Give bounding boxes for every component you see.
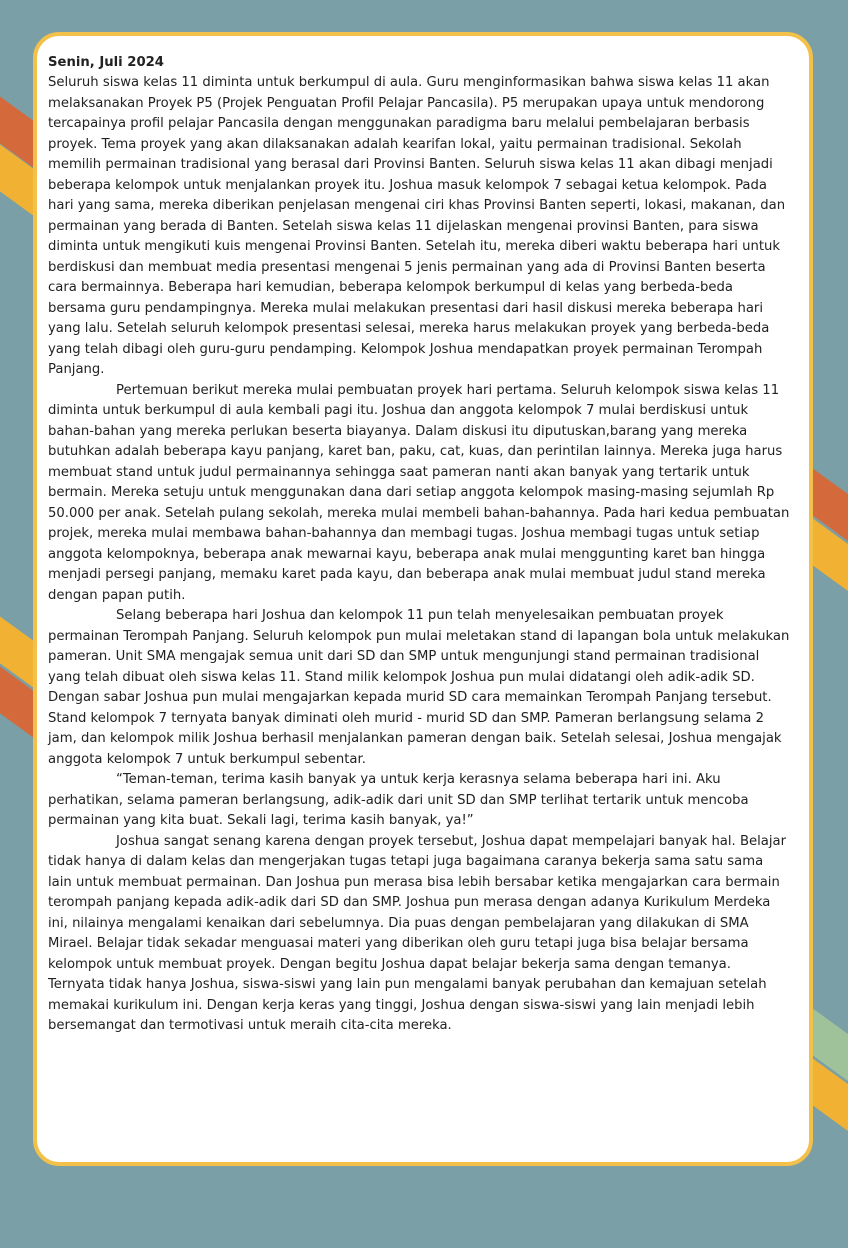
paragraph-3: Selang beberapa hari Joshua dan kelompok 11 pun telah menyelesaikan pembuatan proyek permainan Terompah Panjang. Seluruh kelompok pun mulai meletakan stand di lapangan bola untuk melakukan pameran. Unit SMA mengajak semua unit dari SD dan SMP untuk mengunjungi stand permainan tradisional yang telah dibuat oleh siswa kelas 11. Stand milik kelompok Joshua pun mulai didatangi oleh adik-adik SD. Dengan sabar Joshua pun mulai mengajarkan kepada murid SD cara memainkan Terompah Panjang tersebut. Stand kelompok 7 ternyata banyak diminati oleh murid - murid SD dan SMP. Pameran berlangsung selama 2 jam, dan kelompok milik Joshua berhasil menjalankan pameran dengan baik. Setelah selesai, Joshua mengajak anggota kelompok 7 untuk berkumpul sebentar. (48, 608, 790, 767)
document-page (33, 32, 813, 1166)
paragraph-1: Seluruh siswa kelas 11 diminta untuk berkumpul di aula. Guru menginformasikan bahwa siswa kelas 11 akan melaksanakan Proyek P5 (Projek Penguatan Profil Pelajar Pancasila). P5 merupakan upaya untuk mendorong tercapainya profil pelajar Pancasila dengan menggunakan paradigma baru melalui pembelajaran berbasis proyek. Tema proyek yang akan dilaksanakan adalah kearifan lokal, yaitu permainan tradisional. Sekolah memilih permainan tradisional yang berasal dari Provinsi Banten. Seluruh siswa kelas 11 akan dibagi menjadi beberapa kelompok untuk menjalankan proyek itu. Joshua masuk kelompok 7 sebagai ketua kelompok. Pada hari yang sama, mereka diberikan penjelasan mengenai ciri khas Provinsi Banten seperti, lokasi, makanan, dan permainan yang berada di Banten. Setelah siswa kelas 11 dijelaskan mengenai provinsi Banten, para siswa diminta untuk mengikuti kuis mengenai Provinsi Banten. Setelah itu, mereka diberi waktu beberapa hari untuk berdiskusi dan membuat media presentasi mengenai 5 jenis permainan yang ada di Provinsi Banten beserta cara bermainnya. Beberapa hari kemudian, beberapa kelompok berkumpul di kelas yang berbeda-beda bersama guru pendampingnya. Mereka mulai melakukan presentasi dari hasil diskusi mereka beberapa hari yang lalu. Setelah seluruh kelompok presentasi selesai, mereka harus melakukan proyek yang berbeda-beda yang telah dibagi oleh guru-guru pendamping. Kelompok Joshua mendapatkan proyek permainan Terompah Panjang. (48, 75, 786, 377)
paragraph-2: Pertemuan berikut mereka mulai pembuatan proyek hari pertama. Seluruh kelompok siswa kelas 11 diminta untuk berkumpul di aula kembali pagi itu. Joshua dan anggota kelompok 7 mulai berdiskusi untuk bahan-bahan yang mereka perlukan beserta biayanya. Dalam diskusi itu diputuskan,barang yang mereka butuhkan adalah beberapa kayu panjang, karet ban, paku, cat, kuas, dan perintilan lainnya. Mereka juga harus membuat stand untuk judul permainannya sehingga saat pameran nanti akan banyak yang tertarik untuk bermain. Mereka setuju untuk menggunakan dana dari setiap anggota kelompok masing-masing sejumlah Rp 50.000 per anak. Setelah pulang sekolah, mereka mulai membeli bahan-bahannya. Pada hari kedua pembuatan projek, mereka mulai membawa bahan-bahannya dan membagi tugas. Joshua membagi tugas untuk setiap anggota kelompoknya, beberapa anak mewarnai kayu, beberapa anak mulai menggunting karet ban hingga menjadi persegi panjang, memaku karet pada kayu, dan beberapa anak mulai membuat judul stand mereka dengan papan putih. (48, 382, 790, 603)
document-date: Senin, Juli 2024 (48, 55, 164, 70)
paragraph-5: Joshua sangat senang karena dengan proyek tersebut, Joshua dapat mempelajari banyak hal. Belajar tidak hanya di dalam kelas dan mengerjakan tugas tetapi juga bagaimana caranya bekerja sama satu sama lain untuk membuat permainan. Dan Joshua pun merasa bisa lebih bersabar ketika mengajarkan cara bermain terompah panjang kepada adik-adik dari SD dan SMP. Joshua pun merasa dengan adanya Kurikulum Merdeka ini, nilainya mengalami kenaikan dari sebelumnya. Dia puas dengan pembelajaran yang dilakukan di SMA Mirael. Belajar tidak sekadar menguasai materi yang diberikan oleh guru tetapi juga bisa belajar bersama kelompok untuk membuat proyek. Dengan begitu Joshua dapat belajar bekerja sama dengan temanya. Ternyata tidak hanya Joshua, siswa-siswi yang lain pun mengalami banyak perubahan dan kemajuan setelah memakai kurikulum ini. Dengan kerja keras yang tinggi, Joshua dengan siswa-siswi yang lain menjadi lebih bersemangat dan termotivasi untuk meraih cita-cita mereka. (48, 833, 787, 1033)
paragraph-4-dialogue: “Teman-teman, terima kasih banyak ya untuk kerja kerasnya selama beberapa hari ini. Aku perhatikan, selama pameran berlangsung, adik-adik dari unit SD dan SMP terlihat tertarik untuk mencoba permainan yang kita buat. Sekali lagi, terima kasih banyak, ya!” (48, 772, 749, 828)
